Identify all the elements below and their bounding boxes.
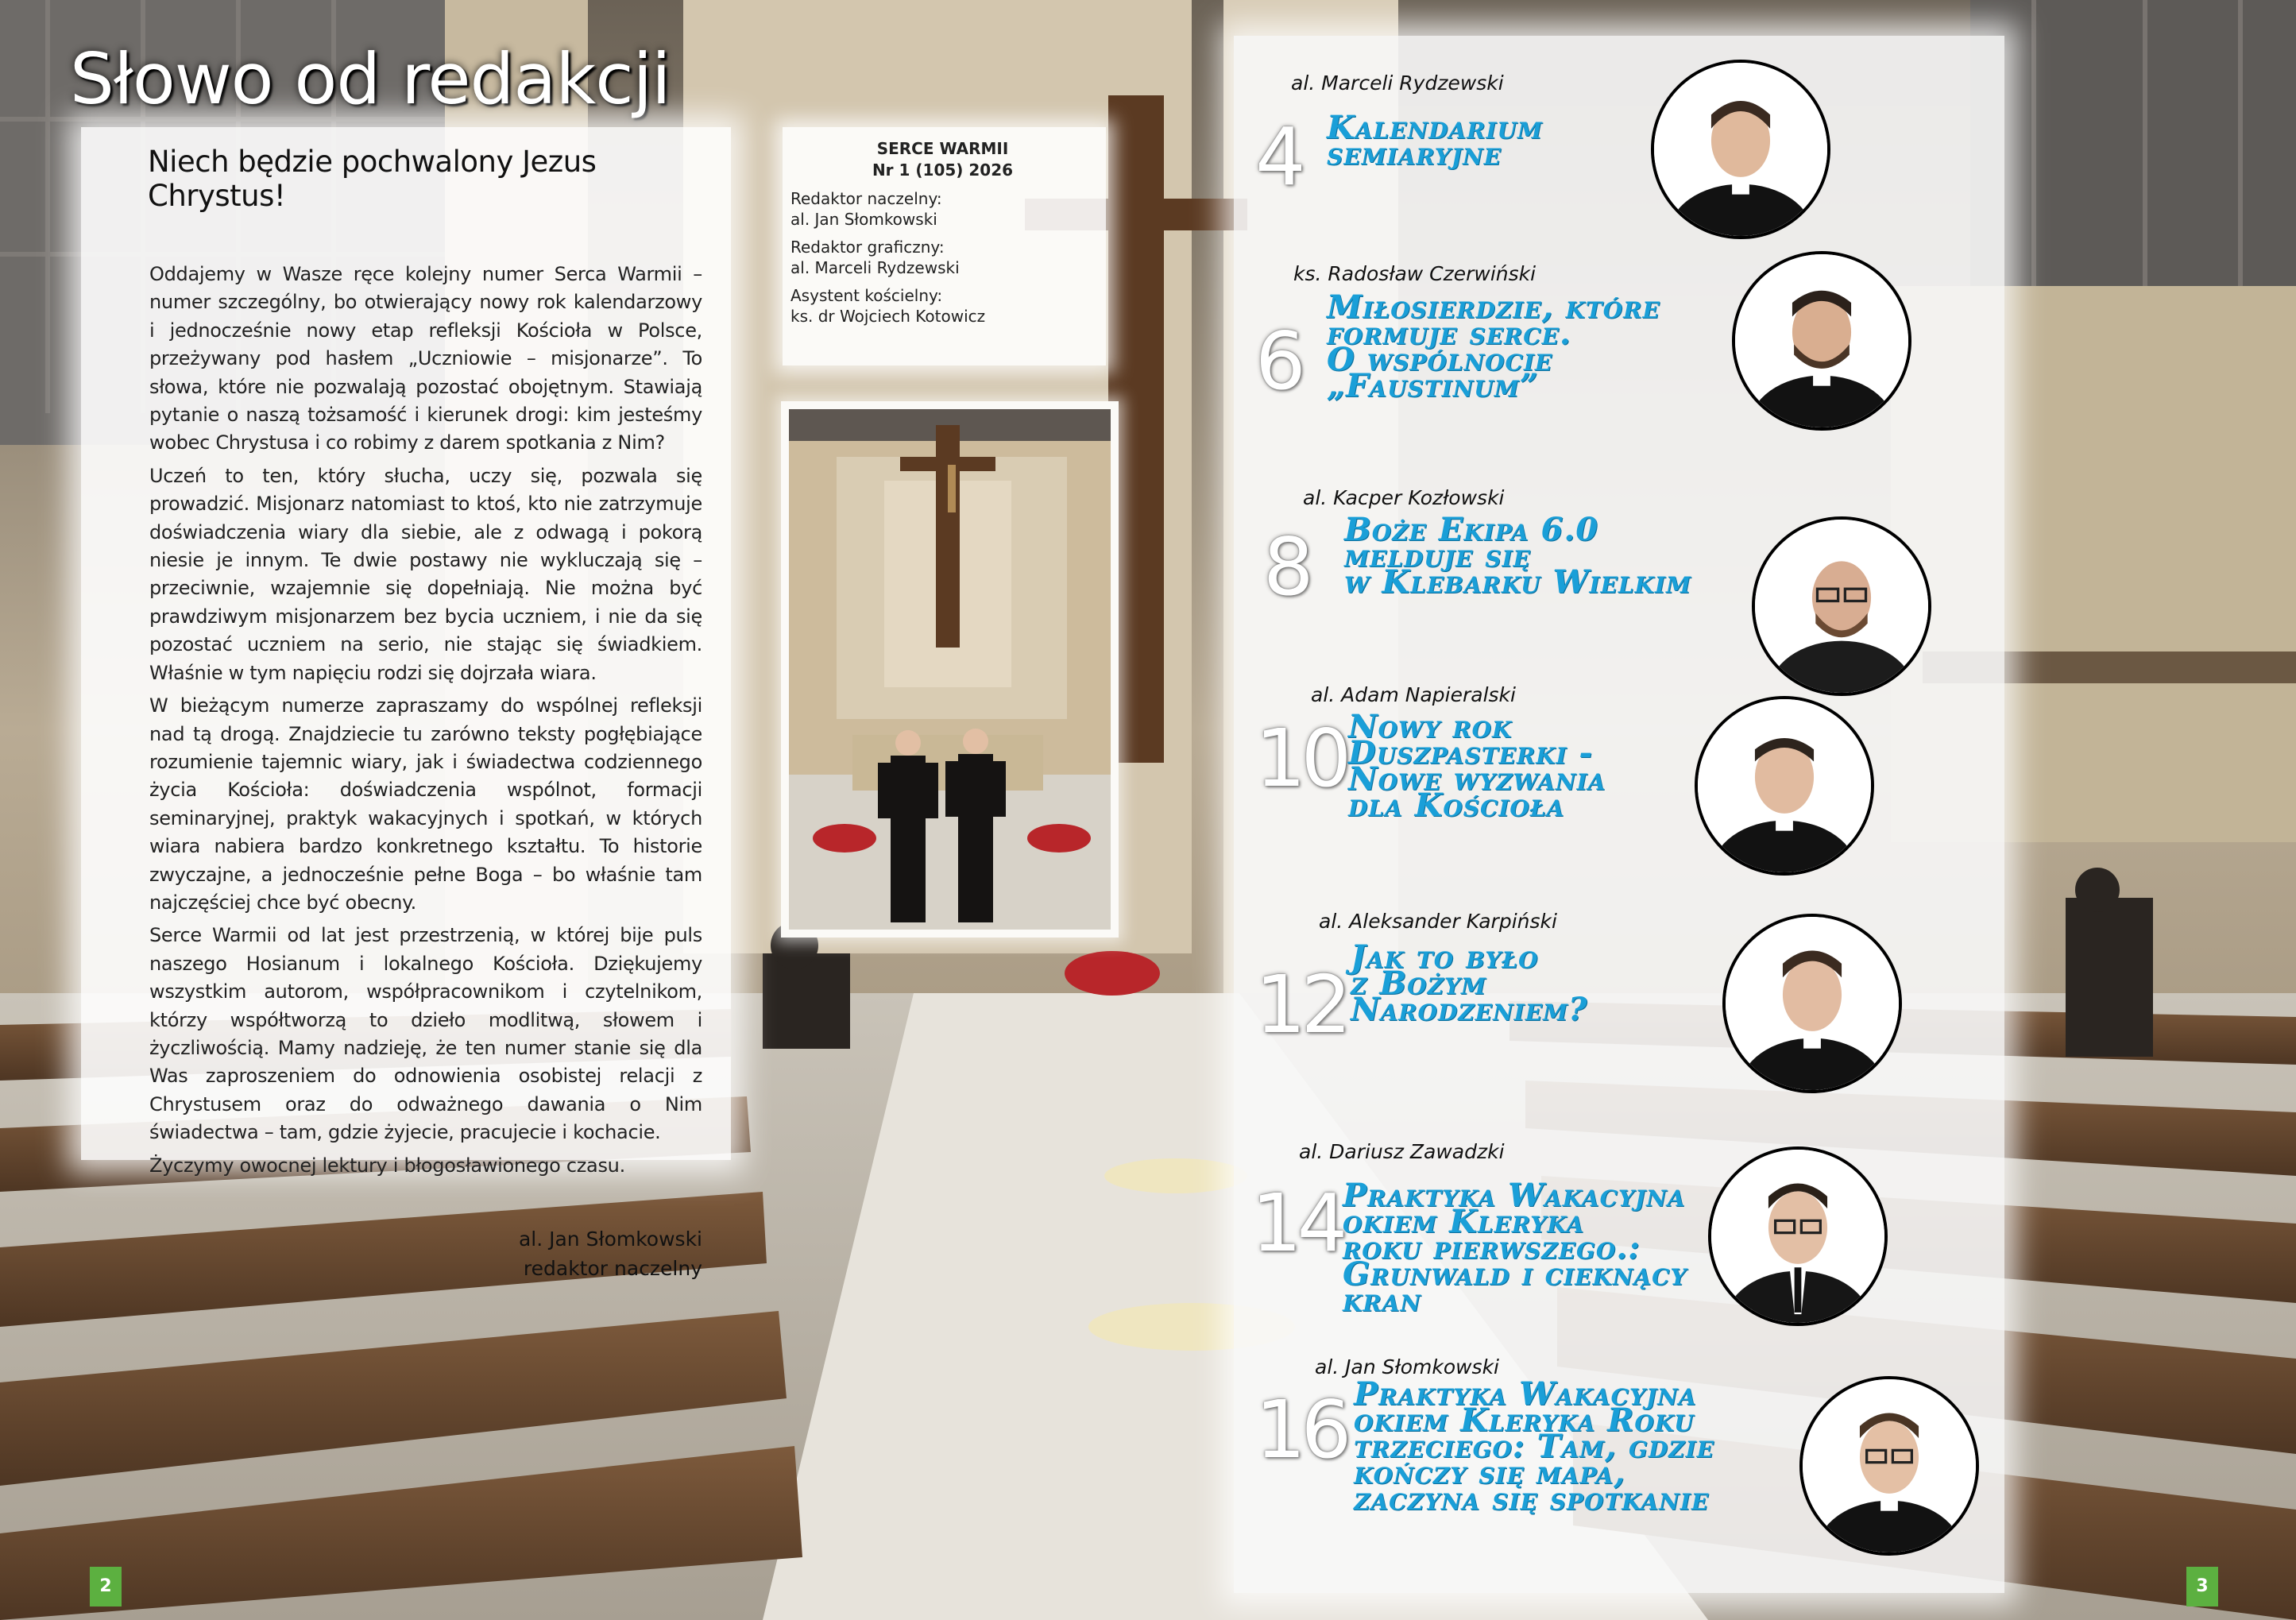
masthead-role [790,237,1095,278]
toc-title-line: „Faustinum” [1327,367,1539,404]
toc-author: ks. Radosław Czerwiński [1293,262,1536,285]
toc-title-line: Boże Ekipa 6.0 [1344,511,1599,548]
toc-page-number: 8 [1263,520,1309,613]
toc-title-line: Jak to było [1351,938,1539,976]
page-number-left: 2 [90,1567,122,1606]
toc-title-line: okiem Kleryka Roku [1354,1402,1695,1439]
toc-title-line: Kalendarium [1327,109,1543,146]
masthead-role-name: ks. dr Wojciech Kotowicz [790,307,986,326]
toc-title-line: trzeciego: Tam, gdzie [1354,1428,1715,1465]
author-portrait [1732,251,1911,431]
toc-title-line: formuje serce. [1327,315,1571,352]
author-portrait [1752,516,1931,696]
toc-title-line: Grunwald i cieknący [1343,1255,1687,1293]
toc-title [1348,708,1606,824]
masthead-box [783,127,1106,365]
author-portrait [1722,914,1902,1093]
toc-title-line: Nowe wyzwania [1348,760,1606,798]
toc-page-number: 14 [1251,1177,1343,1270]
masthead-issue: Nr 1 (105) 2026 [872,160,1014,180]
toc-title-line: Nowy rok [1348,708,1513,745]
toc-title [1327,288,1660,404]
altar-photo [781,401,1119,938]
signature-role: redaktor naczelny [523,1257,702,1280]
masthead-role [790,188,1095,230]
toc-title-line: zaczyna się spotkanie [1354,1480,1710,1518]
toc-title-line: Miłosierdzie, które [1327,288,1660,326]
toc-title-line: semiaryjne [1327,135,1502,172]
editorial-panel [81,127,731,1280]
toc-title-line: kończy się mapa, [1354,1454,1626,1491]
toc-title-line: melduje się [1344,537,1531,574]
masthead-role [790,285,1095,327]
editorial-paragraph: Serce Warmii od lat jest przestrzenią, w której bije puls naszego Hosianum i lokalnego Kościoła. Dziękujemy wszystkim autorom, współpracownikom i czytelnikom, którzy współtworzą to dzieło modlitwą, słowem i życzliwością. Mamy nadzieję, że ten numer stanie się dla Was zaproszeniem do odnowienia osobistej relacji z Chrystusem oraz do odważnego dawania o Nim świadectwa – tam, gdzie żyjecie, pracujecie i kochacie. [149,924,702,1144]
author-portrait [1695,696,1874,876]
author-portrait [1708,1146,1888,1326]
masthead-title: SERCE WARMII [876,139,1009,158]
toc-title [1344,511,1691,601]
toc-author: al. Kacper Kozłowski [1303,486,1505,509]
masthead-role-name: al. Marceli Rydzewski [790,258,960,277]
toc-title [1354,1375,1715,1518]
toc-page-number: 16 [1255,1383,1347,1476]
editorial-paragraph: Uczeń to ten, który słucha, uczy się, pozwala się prowadzić. Misjonarz natomiast to ktoś, kto nie zatrzymuje doświadczenia wiary dla siebie, ale z odwagą i pokorą niesie je innym. Te dwie postawy nie wykluczają się – przeciwnie, wzajemnie się dopełniają. Nie można być prawdziwym misjonarzem bez bycia uczniem, i nie da się pozostać uczniem na serio, nie stając się świadkiem. Właśnie w tym napięciu rodzi się dojrzała wiara. [149,464,702,684]
author-portrait [1799,1376,1979,1556]
masthead-role-label: Redaktor naczelny: [790,189,942,208]
toc-page-number: 12 [1255,958,1347,1051]
editorial-paragraph: Oddajemy w Wasze ręce kolejny numer Serca Warmii – numer szczególny, bo otwierający nowy rok kalendarzowy i jednocześnie nowy etap refleksji Kościoła w Polsce, przeżywany pod hasłem „Uczniowie – misjonarze”. To słowa, które nie pozwalają pozostać obojętnym. Stawiają pytanie o naszą tożsamość i kierunek drogi: kim jesteśmy wobec Chrystusa i co robimy z darem spotkania z Nim? [149,263,702,454]
toc-title-line: Duszpasterki - [1348,734,1594,771]
editorial-signature [149,1224,702,1283]
toc-author: al. Dariusz Zawadzki [1299,1140,1505,1163]
editorial-greeting: Niech będzie pochwalony Jezus Chrystus! [148,145,597,213]
masthead-role-label: Asystent kościelny: [790,286,943,305]
toc-title-line: z Bożym [1351,965,1486,1002]
toc-title-line: dla Kościoła [1348,787,1565,824]
toc-title-line: okiem Kleryka [1343,1203,1585,1240]
toc-title-line: Praktyka Wakacyjna [1343,1177,1686,1214]
toc-title-line: roku pierwszego.: [1343,1229,1641,1266]
toc-author: al. Marceli Rydzewski [1291,72,1504,95]
toc-page-number: 6 [1255,315,1301,408]
toc-title [1351,938,1588,1028]
toc-page-number: 4 [1255,110,1301,203]
toc-title [1343,1177,1687,1319]
toc-title-line: Praktyka Wakacyjna [1354,1375,1697,1413]
toc-author: al. Aleksander Karpiński [1319,910,1557,933]
masthead-role-label: Redaktor graficzny: [790,238,945,257]
editorial-paragraph: Życzymy owocnej lektury i błogosławionego czasu. [149,1154,625,1177]
toc-page-number: 10 [1255,712,1347,805]
toc-title-line: w Klebarku Wielkim [1344,563,1691,601]
author-portrait [1651,60,1830,239]
editorial-paragraph: W bieżącym numerze zapraszamy do wspólnej refleksji nad tą drogą. Znajdziecie tu zarówno teksty pogłębiające rozumienie tajemnic wiary, jak i świadectwa codziennego życia Kościoła: doświadczenia wspólnot, formacji seminaryjnej, praktyk wakacyjnych i spotkań, w których wiara nabiera bardzo konkretnego kształtu. To historie zwyczajne, a jednocześnie pełne Boga – bo właśnie tam najczęściej chce być obecny. [149,694,702,914]
masthead-role-name: al. Jan Słomkowski [790,210,937,229]
signature-name: al. Jan Słomkowski [518,1228,702,1251]
toc-title-line: Narodzeniem? [1351,991,1588,1028]
toc-author: al. Jan Słomkowski [1315,1355,1500,1378]
toc-author: al. Adam Napieralski [1311,683,1516,706]
page-title: Słowo od redakcji [70,38,671,120]
toc-title-line: kran [1343,1282,1421,1319]
page-number-right: 3 [2186,1567,2218,1606]
toc-title-line: O wspólnocie [1327,341,1553,378]
toc-title [1327,109,1543,172]
